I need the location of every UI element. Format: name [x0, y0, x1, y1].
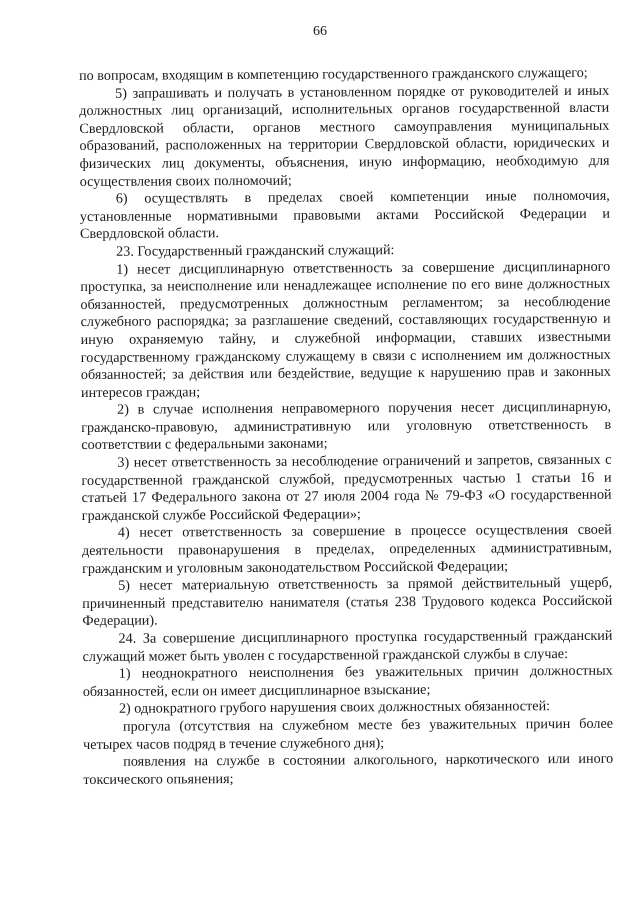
paragraph-24-intoxication: появления на службе в состоянии алкогольного, наркотического или иного токсического опьянения; [83, 750, 614, 788]
paragraph-24-item-1: 1) неоднократного неисполнения без уважительных причин должностных обязанностей, если он имеет дисциплинарное взыскание; [82, 662, 613, 700]
paragraph-23-item-2: 2) в случае исполнения неправомерного поручения несет дисциплинарную, гражданско-правовую, административную или уголовную ответственность в соответствии с федеральными законами; [81, 399, 612, 454]
section-23-heading: 23. Государственный гражданский служащий: [116, 242, 395, 260]
paragraph-continuation: по вопросам, входящим в компетенцию государственного гражданского служащего; [79, 64, 588, 84]
paragraph-item-5-request-info: 5) запрашивать и получать в установленном порядке от руководителей и иных должностных лиц организаций, исполнительных органов государственной власти Свердловской области, органов местного самоуправления муниципальных образований, расположенных на территории Свердловской области, юридических и физических лиц документы, объяснения, иную информацию, необходимую для осуществления своих полномочий; [79, 82, 610, 190]
paragraph-23-item-3: 3) несет ответственность за несоблюдение ограничений и запретов, связанных с государственной гражданской службой, предусмотренных частью 1 статьи 16 и статьей 17 Федерального закона от 27 июля 2004 года № 79-ФЗ «О государственной гражданской службе Российской Федерации»; [81, 451, 612, 524]
document-body [79, 65, 613, 790]
paragraph-23-item-1: 1) несет дисциплинарную ответственность за совершение дисциплинарного проступка, за неисполнение или ненадлежащее исполнение по его вине должностных обязанностей, предусмотренных должностным регламентом; за несоблюдение служебного распорядка; за разглашение сведений, составляющих государственную и иную охраняемую тайну, и служебной информации, ставших известными государственному гражданскому служащему в связи с исполнением им должностных обязанностей; за действия или бездействие, ведущие к нарушению прав и законных интересов граждан; [80, 258, 611, 401]
paragraph-item-6-other-powers: 6) осуществлять в пределах своей компетенции иные полномочия, установленные нормативными правовыми актами Российской Федерации и Свердловской области. [79, 187, 610, 243]
page-number: 66 [313, 24, 327, 39]
paragraph-23-item-4: 4) несет ответственность за совершение в процессе осуществления своей деятельности правонарушения в пределах, определенных административным, гражданским и уголовным законодательством Российской Федерации; [81, 522, 612, 577]
paragraph-23-item-5: 5) несет материальную ответственность за прямой действительный ущерб, причиненный представителю нанимателя (статья 238 Трудового кодекса Российской Федерации). [82, 574, 613, 630]
section-24-heading: 24. За совершение дисциплинарного проступка государственный гражданский служащий может быть уволен с государственной гражданской службы в случае: [82, 627, 613, 665]
paragraph-24-item-2: 2) однократного грубого нарушения своих должностных обязанностей: [118, 698, 551, 718]
paragraph-24-absence: прогула (отсутствия на служебном месте без уважительных причин более четырех часов подряд в течение служебного дня); [83, 715, 614, 753]
